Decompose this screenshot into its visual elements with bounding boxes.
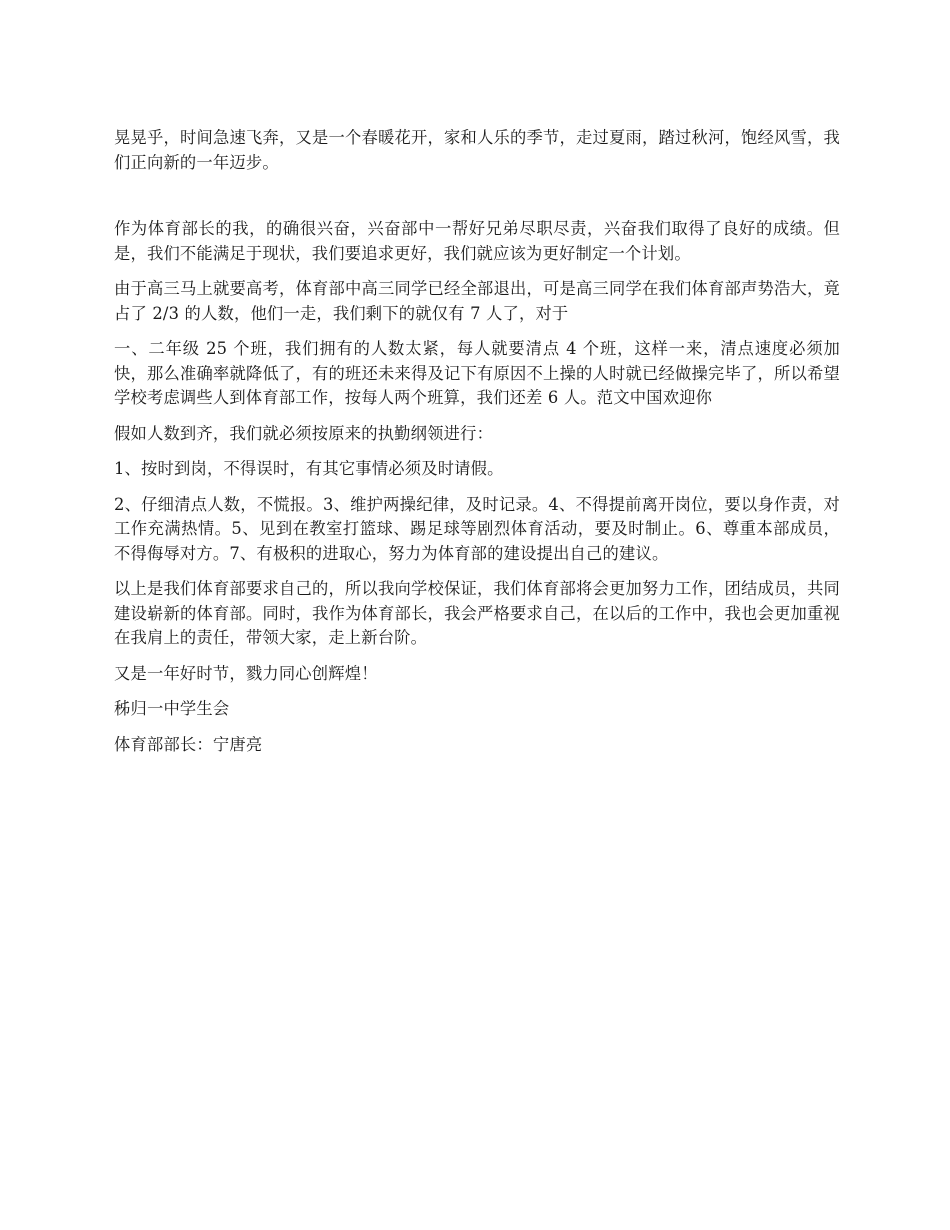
signature-organization: 秭归一中学生会 bbox=[114, 699, 230, 718]
paragraph-senior-leaving: 由于高三马上就要高考，体育部中高三同学已经全部退出，可是高三同学在我们体育部声势浩大，竟占了 2/3 的人数，他们一走，我们剩下的就仅有 7 人了，对于 bbox=[114, 279, 840, 323]
signature-author: 体育部部长：宁唐亮 bbox=[114, 734, 263, 754]
paragraph-slogan: 又是一年好时节，戮力同心创辉煌！ bbox=[114, 663, 378, 683]
document-body bbox=[114, 126, 840, 757]
paragraph-class-count: 一、二年级 25 个班，我们拥有的人数太紧，每人就要清点 4 个班，这样一来，清点速度必须加快，那么准确率就降低了，有的班还未来得及记下有原因不上操的人时就已经做操完毕了，所以希望学校考虑调些人到体育部工作，按每人两个班算，我们还差 6 人。范文中国欢迎你 bbox=[114, 339, 840, 407]
paragraph-rules-2-7: 2、仔细清点人数，不慌报。3、维护两操纪律，及时记录。4、不得提前离开岗位，要以身作责，对工作充满热情。5、见到在教室打篮球、踢足球等剧烈体育活动，要及时制止。6、尊重本部成员，不得侮辱对方。7、有极积的进取心，努力为体育部的建设提出自己的建议。 bbox=[114, 494, 840, 563]
paragraph-excitement: 作为体育部长的我，的确很兴奋，兴奋部中一帮好兄弟尽职尽责，兴奋我们取得了良好的成绩。但是，我们不能满足于现状，我们要追求更好，我们就应该为更好制定一个计划。 bbox=[114, 219, 840, 263]
paragraph-pledge: 以上是我们体育部要求自己的，所以我向学校保证，我们体育部将会更加努力工作，团结成员，共同建设崭新的体育部。同时，我作为体育部长，我会严格要求自己，在以后的工作中，我也会更加重视在我肩上的责任，带领大家，走上新台阶。 bbox=[114, 579, 840, 647]
paragraph-intro: 晃晃乎，时间急速飞奔，又是一个春暖花开，家和人乐的季节，走过夏雨，踏过秋河，饱经风雪，我们正向新的一年迈步。 bbox=[114, 128, 840, 172]
paragraph-rule-1: 1、按时到岗，不得误时，有其它事情必须及时请假。 bbox=[114, 459, 504, 478]
paragraph-duty-intro: 假如人数到齐，我们就必须按原来的执勤纲领进行： bbox=[114, 423, 494, 443]
